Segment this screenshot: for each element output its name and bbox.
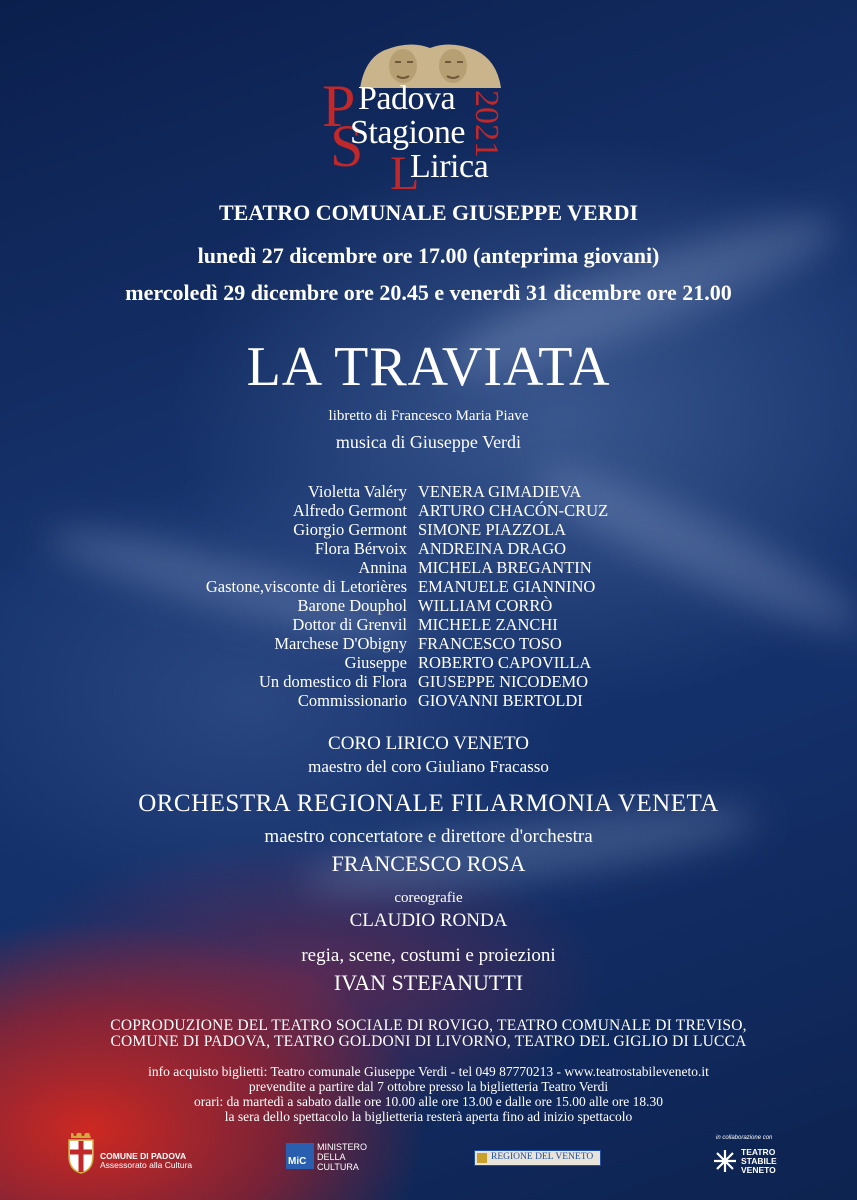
cast-role: Un domestico di Flora <box>258 672 407 691</box>
cast-role: Dottor di Grenvil <box>292 615 407 634</box>
star-emblem-icon <box>712 1148 738 1174</box>
logo-initial-s: S <box>330 113 364 179</box>
cast-role: Commissionario <box>297 691 407 710</box>
cast-role: Alfredo Germont <box>292 501 407 520</box>
comune-padova-logo <box>66 1132 96 1179</box>
cast-row <box>0 653 857 672</box>
logo-word-stagione: Stagione <box>350 114 465 151</box>
cast-row <box>0 482 857 501</box>
cast-row <box>0 596 857 615</box>
cast-list <box>0 482 857 710</box>
conductor-role: maestro concertatore e direttore d'orchestra <box>264 826 593 847</box>
cast-row <box>0 634 857 653</box>
director-name: IVAN STEFANUTTI <box>333 970 524 995</box>
cast-singer: SIMONE PIAZZOLA <box>418 520 567 539</box>
mic-badge: MiC <box>288 1156 307 1167</box>
ministero-cultura-text <box>317 1142 367 1172</box>
cast-singer: GIUSEPPE NICODEMO <box>418 672 589 691</box>
regione-veneto-logo <box>474 1150 601 1166</box>
choreographer-name: CLAUDIO RONDA <box>349 910 508 931</box>
padova-department: Assessorato alla Cultura <box>100 1160 193 1170</box>
veneto-lion-icon <box>477 1153 487 1163</box>
info-tickets: info acquisto biglietti: Teatro comunale Giuseppe Verdi - tel 049 87770213 - www.teatrostabileveneto.it <box>148 1064 709 1079</box>
conductor-name: FRANCESCO ROSA <box>331 851 526 876</box>
theatre-name: TEATRO COMUNALE GIUSEPPE VERDI <box>218 200 639 225</box>
tsv-line-1: TEATRO <box>741 1147 776 1157</box>
composer-credit: musica di Giuseppe Verdi <box>335 432 522 452</box>
choir-name: CORO LIRICO VENETO <box>328 733 529 754</box>
performance-date-2: mercoledì 29 dicembre ore 20.45 e venerdì 31 dicembre ore 21.00 <box>125 280 732 305</box>
mic-line-2: DELLA <box>317 1152 346 1162</box>
opera-title: LA TRAVIATA <box>246 336 611 398</box>
veneto-name: REGIONE DEL VENETO <box>491 1152 594 1162</box>
mic-line-1: MINISTERO <box>317 1142 368 1152</box>
mic-line-3: CULTURA <box>317 1162 359 1172</box>
performance-date-1: lunedì 27 dicembre ore 17.00 (anteprima giovani) <box>197 243 660 268</box>
cast-row <box>0 520 857 539</box>
choir-master: maestro del coro Giuliano Fracasso <box>308 757 549 776</box>
tsv-line-3: VENETO <box>741 1165 776 1175</box>
cast-singer: WILLIAM CORRÒ <box>418 596 553 615</box>
logo-initial-l: L <box>390 147 420 200</box>
cast-role: Barone Douphol <box>297 596 407 615</box>
logo-year: 2021 <box>468 90 505 158</box>
cast-role: Giorgio Germont <box>293 520 407 539</box>
cast-singer: ROBERTO CAPOVILLA <box>418 653 592 672</box>
logo-word-padova: Padova <box>358 80 456 117</box>
teatro-stabile-text <box>741 1148 777 1175</box>
cast-row <box>0 672 857 691</box>
padova-coat-of-arms-icon <box>66 1132 96 1174</box>
coproduction-line-2: COMUNE DI PADOVA, TEATRO GOLDONI DI LIVORNO, TEATRO DEL GIGLIO DI LUCCA <box>110 1033 747 1050</box>
teatro-stabile-veneto-logo <box>712 1148 738 1179</box>
cast-row <box>0 539 857 558</box>
cast-singer: FRANCESCO TOSO <box>418 634 562 653</box>
logo-initial-p: P <box>322 73 356 139</box>
mic-logo <box>286 1143 314 1169</box>
choreography-label: coreografie <box>394 890 463 906</box>
info-evening: la sera dello spettacolo la biglietteria resterà aperta fino ad inizio spettacolo <box>224 1109 633 1124</box>
librettist-credit: libretto di Francesco Maria Piave <box>328 408 529 424</box>
orchestra-name: ORCHESTRA REGIONALE FILARMONIA VENETA <box>138 790 719 817</box>
cast-role: Flora Bérvoix <box>314 539 407 558</box>
cast-role: Gastone,visconte di Letorières <box>205 577 407 596</box>
cast-row <box>0 577 857 596</box>
cast-singer: MICHELE ZANCHI <box>418 615 558 634</box>
coproduction-line-1: COPRODUZIONE DEL TEATRO SOCIALE DI ROVIGO, TEATRO COMUNALE DI TREVISO, <box>110 1017 747 1034</box>
cast-singer: GIOVANNI BERTOLDI <box>418 691 583 710</box>
logo-word-lirica: Lirica <box>410 148 489 185</box>
cast-role: Annina <box>358 558 407 577</box>
info-hours: orari: da martedì a sabato dalle ore 10.00 alle ore 13.00 e dalle ore 15.00 alle ore 18.30 <box>194 1094 663 1109</box>
cast-role: Violetta Valéry <box>307 482 407 501</box>
tsv-line-2: STABILE <box>741 1156 777 1166</box>
cast-row <box>0 558 857 577</box>
cast-role: Giuseppe <box>344 653 407 672</box>
direction-label: regia, scene, costumi e proiezioni <box>301 945 556 966</box>
cast-singer: VENERA GIMADIEVA <box>418 482 582 501</box>
cast-singer: ANDREINA DRAGO <box>418 539 567 558</box>
cast-singer: ARTURO CHACÓN-CRUZ <box>418 501 609 520</box>
cast-row <box>0 501 857 520</box>
padova-name: COMUNE DI PADOVA <box>100 1151 187 1161</box>
cast-row <box>0 615 857 634</box>
cast-role: Marchese D'Obigny <box>274 634 407 653</box>
info-presale: prevendite a partire dal 7 ottobre presso la biglietteria Teatro Verdi <box>248 1079 609 1094</box>
collaboration-label: in collaborazione con <box>716 1135 773 1141</box>
cast-singer: EMANUELE GIANNINO <box>418 577 596 596</box>
stagione-lirica-logo <box>320 38 535 200</box>
comune-padova-text <box>100 1152 192 1170</box>
cast-singer: MICHELA BREGANTIN <box>418 558 592 577</box>
cast-row <box>0 691 857 710</box>
